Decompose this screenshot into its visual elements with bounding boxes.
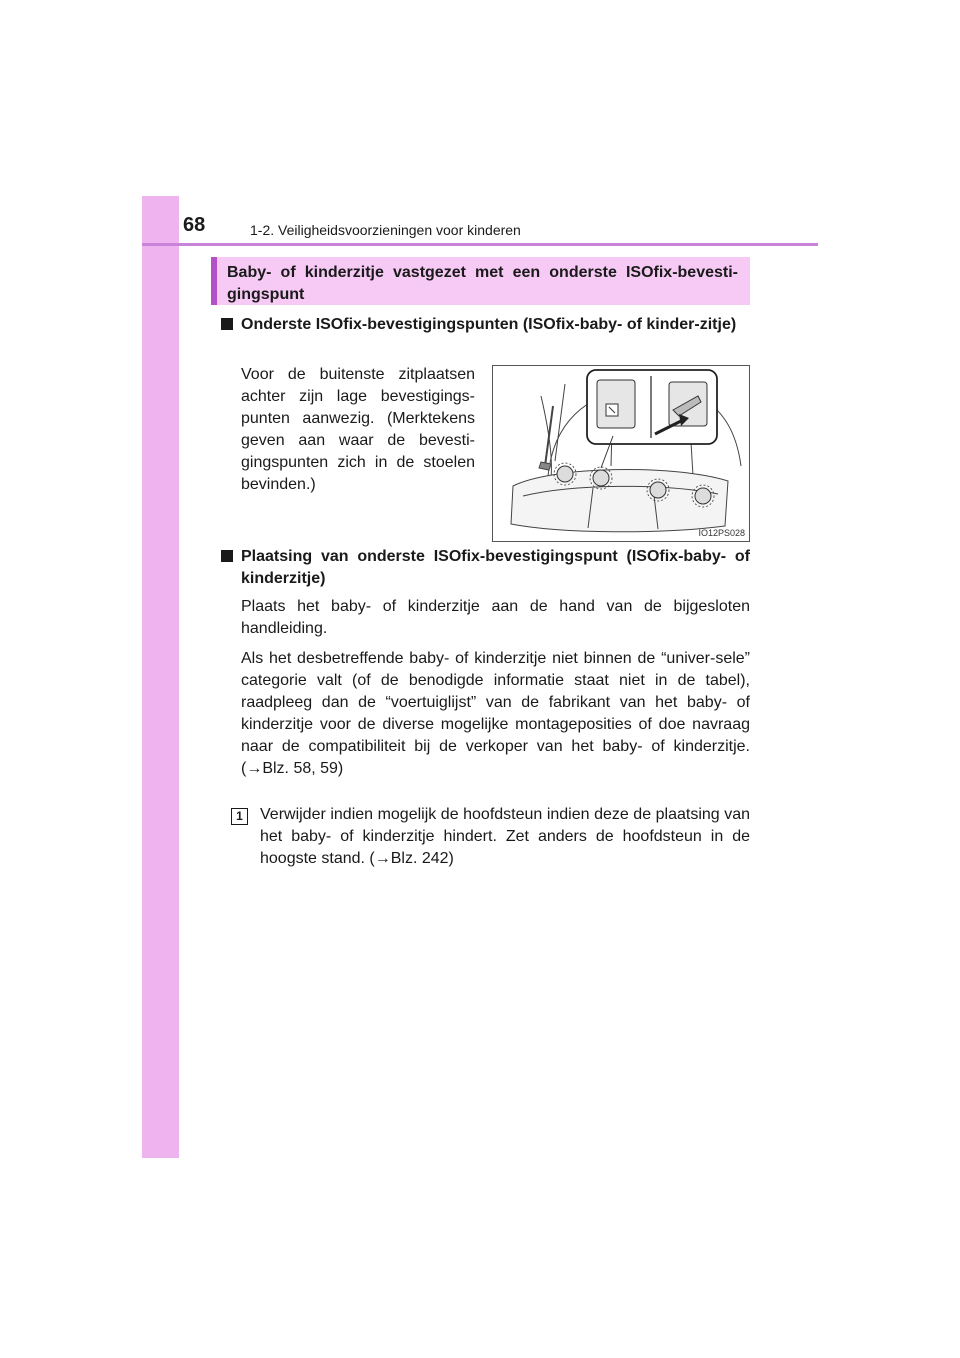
square-bullet-icon [221, 550, 233, 562]
header-rule [142, 243, 818, 246]
figure-rear-seat-isofix [492, 365, 750, 542]
paragraph-instructions: Plaats het baby- of kinderzitje aan de hand van de bijgesloten handleiding. [241, 598, 750, 637]
section-title: Baby- of kinderzitje vastgezet met een onderste ISOfix-bevesti-gingspunt [211, 257, 750, 305]
step-1-text: Verwijder indien mogelijk de hoofdsteun indien deze de plaatsing van het baby- of kinderzitje hindert. Zet anders de hoofdsteun in de hoogste stand. (→Blz. 242) [260, 806, 750, 867]
square-bullet-icon [221, 318, 233, 330]
rear-seat-illustration [493, 366, 750, 542]
sub-heading-text: Plaatsing van onderste ISOfix-bevestigingspunt (ISOfix-baby- of kinderzitje) [241, 548, 750, 587]
running-title: 1-2. Veiligheidsvoorzieningen voor kinderen [250, 222, 521, 238]
step-number-box: 1 [231, 808, 248, 825]
sub-heading-text: Onderste ISOfix-bevestigingspunten (ISOfix-baby- of kinder-zitje) [241, 316, 737, 333]
paragraph-anchor-points: Voor de buitenste zitplaatsen achter zijn lage bevestigings-punten aanwezig. (Merktekens geven aan waar de bevesti-gingspunten zich in de stoelen bevinden.) [241, 366, 475, 493]
sub-heading-placement [241, 546, 750, 590]
side-tab-strip [142, 196, 179, 1158]
sub-heading-isofix-points [241, 314, 750, 336]
paragraph-compatibility: Als het desbetreffende baby- of kinderzitje niet binnen de “univer-sele” categorie valt (of de benodigde informatie staat niet in de tabel), raadpleeg dan de “voertuiglijst” van de fabrikant van het baby- of kinderzitje voor de diverse mogelijke montageposities of doe navraag naar de compatibiliteit bij de verkoper van het baby- of kinderzitje. (→Blz. 58, 59) [241, 650, 750, 777]
page-number: 68 [183, 214, 206, 236]
figure-code: IO12PS028 [698, 528, 745, 538]
